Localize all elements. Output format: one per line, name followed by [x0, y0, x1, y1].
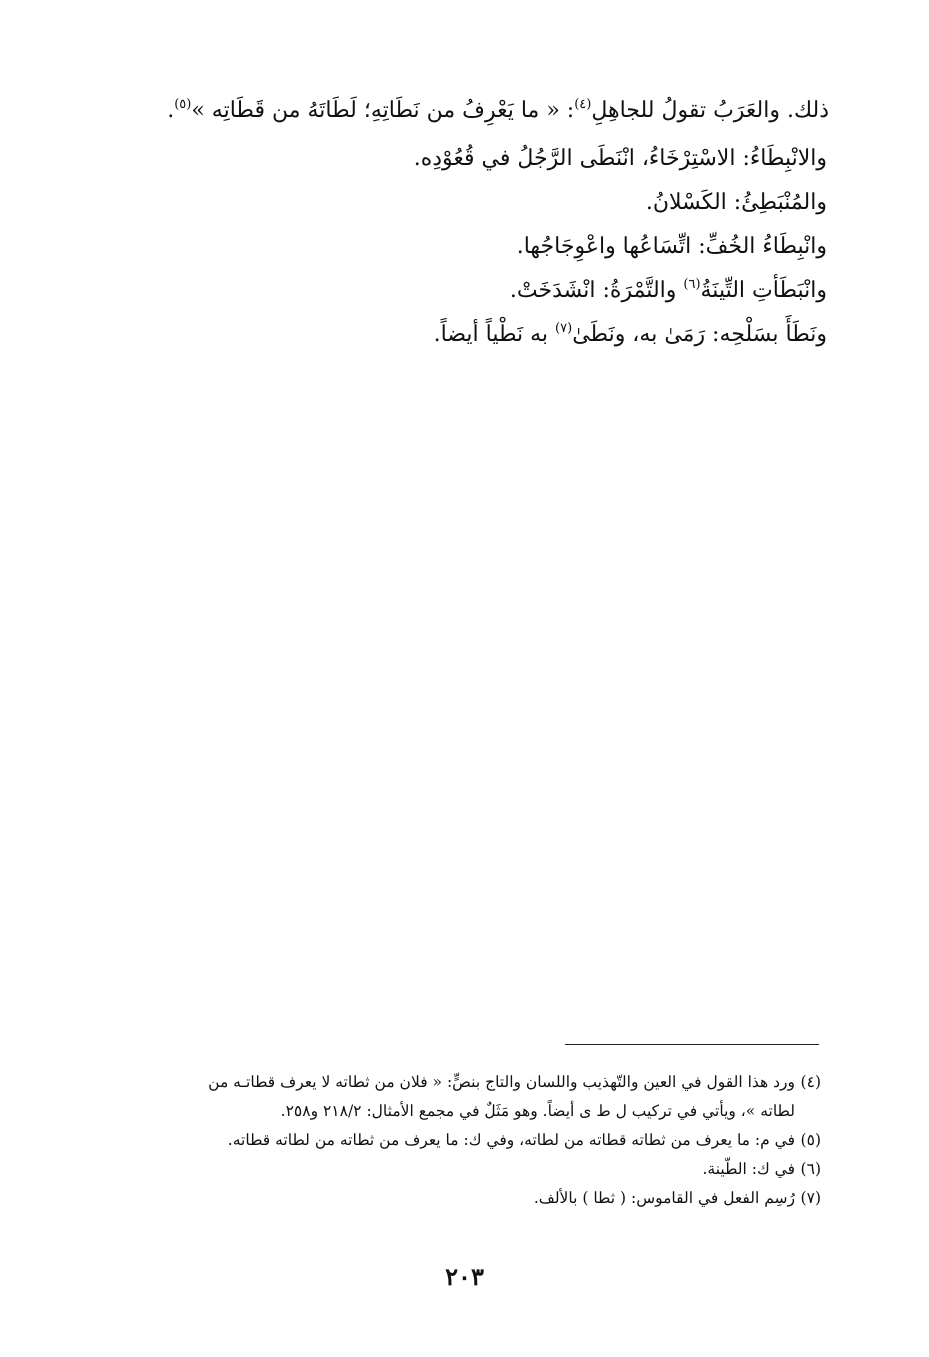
footnote-number: (٧)	[800, 1189, 821, 1207]
footnote-6	[96, 1155, 821, 1184]
footnote-text-line: لطاته »، ويأتي في تركيب ل ط ى أيضاً. وهو مَثَلٌ في مجمع الأمثال: ٢١٨/٢ و٢٥٨.	[280, 1102, 795, 1120]
main-text	[99, 94, 829, 362]
footnote-number: (٤)	[800, 1073, 821, 1091]
text-line-2: والانْبِطَاءُ: الاسْتِرْخَاءُ، انْنَطَى الرَّجُلُ في قُعُوْدِه.	[413, 146, 827, 171]
footnote-separator	[565, 1044, 819, 1045]
text-line-6: ونَطَأَ بسَلْحِه: رَمَىٰ به، ونَطَىٰ$^{(٧)}$ به نَطْياً أيضاً.	[433, 321, 827, 347]
footnotes	[96, 1068, 821, 1213]
footnote-text-line: في م: ما يعرف من ثطاته قطاته من لطاته، وفي ك: ما يعرف من ثطاته من لطاته قطاته.	[227, 1131, 795, 1149]
footnote-4	[96, 1068, 821, 1126]
footnote-number: (٦)	[800, 1160, 821, 1178]
footnote-ref-6[interactable]: (٦)	[683, 277, 701, 292]
text-line-4: وانْبِطَاءُ الخُفِّ: اتِّسَاعُها واعْوِجَاجُها.	[516, 234, 827, 259]
footnote-ref-5[interactable]: (٥)	[174, 97, 192, 112]
footnote-ref-4[interactable]: (٤)	[574, 97, 592, 112]
footnote-number: (٥)	[800, 1131, 821, 1149]
text-line-5: وانْبَطَأتِ التِّينَةُ$^{(٦)}$ والتَّمْرَةُ: انْشَدَخَتْ.	[509, 277, 827, 303]
footnote-7	[96, 1184, 821, 1213]
text-line-1: ذلك. والعَرَبُ تقولُ للجاهِلِ$^{(٤)}$: « ما يَعْرِفُ من نَطَاتِهِ؛ لَطَاتَهُ من قَطَاتِه »$^{(٥)}$.	[167, 97, 829, 123]
footnote-5	[96, 1126, 821, 1155]
footnote-text-line: رُسِم الفعل في القاموس: ( ثطا ) بالألف.	[533, 1189, 795, 1207]
footnote-text-line: ورد هذا القول في العين والتّهذيب واللسان والتاج بنصٍّ: « فلان من ثطاته لا يعرف قطاتـه من	[208, 1073, 795, 1091]
footnote-text-line: في ك: الطّينة.	[702, 1160, 795, 1178]
page-number: ٢٠٣	[445, 1262, 484, 1291]
text-line-3: والمُنْبَطِئُ: الكَسْلانُ.	[645, 190, 827, 215]
footnote-ref-7[interactable]: (٧)	[555, 321, 573, 336]
